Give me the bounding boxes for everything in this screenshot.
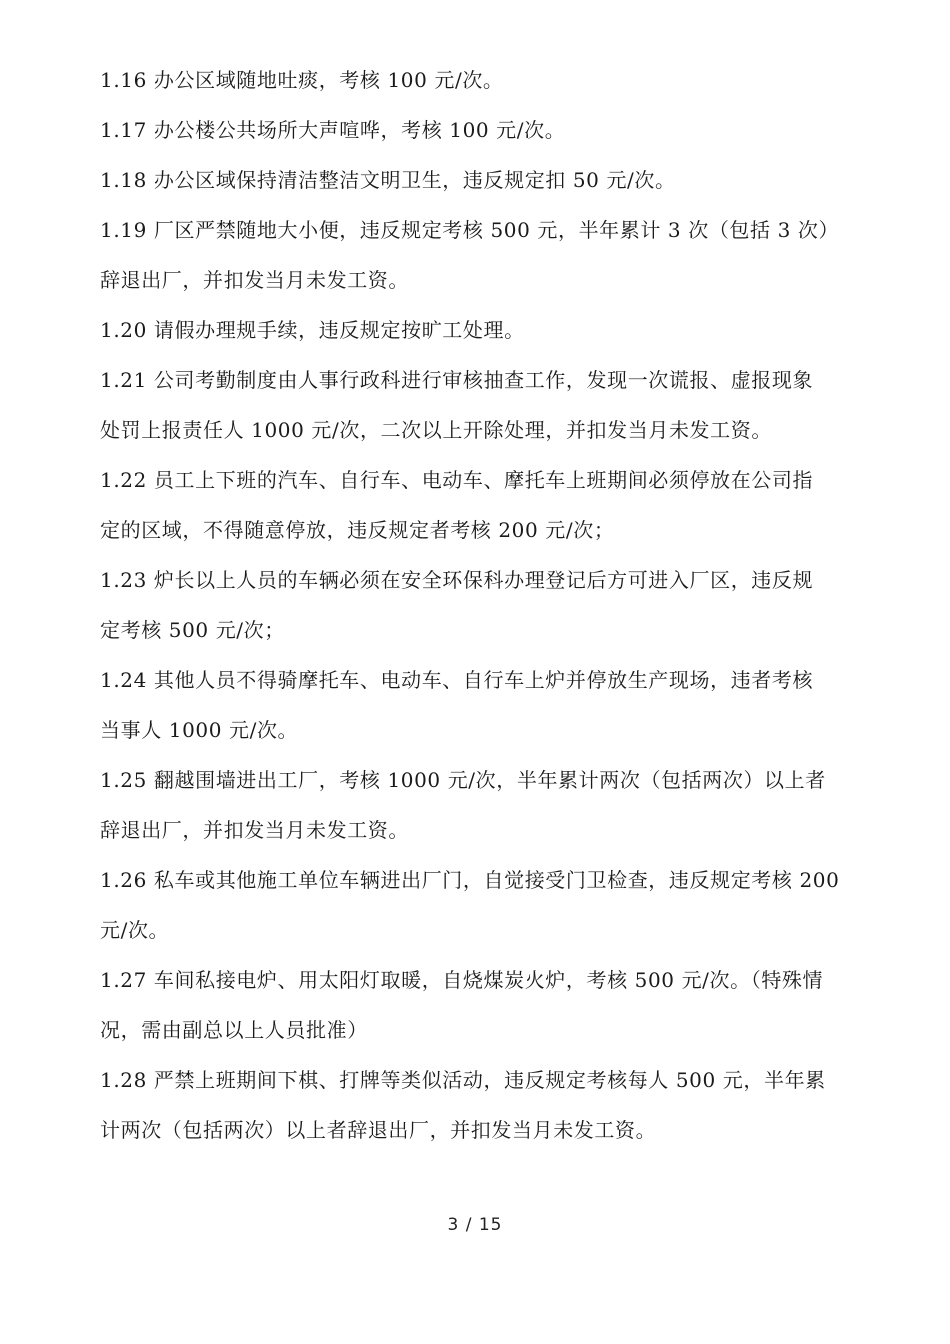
text-line: 1.19 厂区严禁随地大小便，违反规定考核 500 元，半年累计 3 次（包括 3 次） xyxy=(100,218,840,242)
text-line: 辞退出厂，并扣发当月未发工资。 xyxy=(100,818,409,842)
text-line: 处罚上报责任人 1000 元/次，二次以上开除处理，并扣发当月未发工资。 xyxy=(100,418,772,442)
text-line: 计两次（包括两次）以上者辞退出厂，并扣发当月未发工资。 xyxy=(100,1118,657,1142)
text-line: 1.21 公司考勤制度由人事行政科进行审核抽查工作，发现一次谎报、虚报现象 xyxy=(100,368,814,392)
text-line: 1.20 请假办理规手续，违反规定按旷工处理。 xyxy=(100,318,525,342)
text-line: 1.24 其他人员不得骑摩托车、电动车、自行车上炉并停放生产现场，违者考核 xyxy=(100,668,814,692)
text-line: 当事人 1000 元/次。 xyxy=(100,718,299,742)
text-line: 1.22 员工上下班的汽车、自行车、电动车、摩托车上班期间必须停放在公司指 xyxy=(100,468,814,492)
document-body xyxy=(100,55,865,1155)
text-line: 况，需由副总以上人员批准） xyxy=(100,1018,368,1042)
text-line: 辞退出厂，并扣发当月未发工资。 xyxy=(100,268,409,292)
text-line: 1.26 私车或其他施工单位车辆进出厂门，自觉接受门卫检查，违反规定考核 200 xyxy=(100,868,840,892)
text-line: 1.25 翻越围墙进出工厂，考核 1000 元/次，半年累计两次（包括两次）以上者 xyxy=(100,768,826,792)
page-number: 3 / 15 xyxy=(447,1215,503,1235)
text-line: 1.17 办公楼公共场所大声喧哗，考核 100 元/次。 xyxy=(100,118,566,142)
text-line: 1.23 炉长以上人员的车辆必须在安全环保科办理登记后方可进入厂区，违反规 xyxy=(100,568,814,592)
text-line: 元/次。 xyxy=(100,918,170,942)
text-line: 1.18 办公区域保持清洁整洁文明卫生，违反规定扣 50 元/次。 xyxy=(100,168,676,192)
text-line: 定考核 500 元/次； xyxy=(100,618,285,642)
text-line: 定的区域，不得随意停放，违反规定者考核 200 元/次； xyxy=(100,518,615,542)
text-line: 1.27 车间私接电炉、用太阳灯取暖，自烧煤炭火炉，考核 500 元/次。（特殊情 xyxy=(100,968,824,992)
text-line: 1.28 严禁上班期间下棋、打牌等类似活动，违反规定考核每人 500 元，半年累 xyxy=(100,1068,826,1092)
text-line: 1.16 办公区域随地吐痰，考核 100 元/次。 xyxy=(100,68,504,92)
